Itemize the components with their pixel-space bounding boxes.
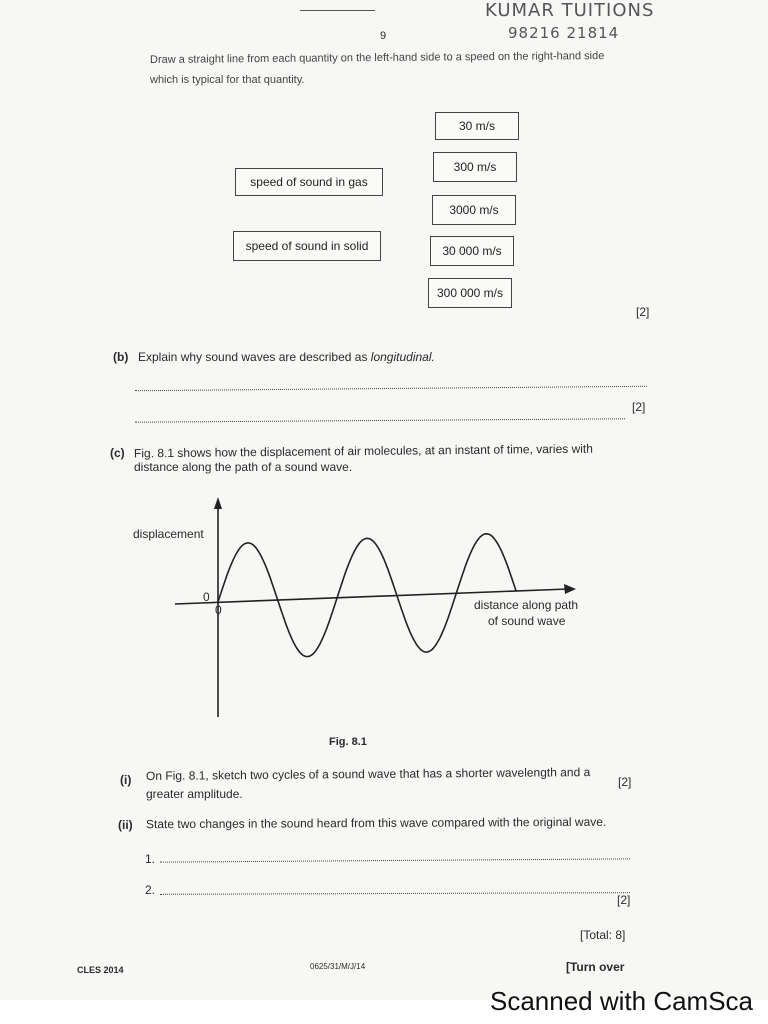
right-item-300000: 300 000 m/s — [428, 278, 512, 308]
instruction-line-1: Draw a straight line from each quantity on the left-hand side to a speed on the right-hand side — [149, 50, 605, 66]
y-axis-label: displacement — [133, 527, 204, 541]
part-c-text-line-2: distance along the path of a sound wave. — [134, 460, 353, 474]
answer-line-b2[interactable] — [135, 418, 625, 422]
answer-line-b1[interactable] — [135, 386, 647, 391]
part-b-label: (b) — [113, 350, 129, 364]
answer-line-1-label: 1. — [145, 852, 156, 866]
footer-turn-over: [Turn over — [566, 960, 625, 974]
left-item-solid: speed of sound in solid — [233, 231, 381, 261]
sub-ii-label: (ii) — [118, 818, 133, 832]
sub-ii-text: State two changes in the sound heard from this wave compared with the original wave. — [145, 814, 607, 832]
footer-left: CLES 2014 — [77, 965, 124, 975]
y-axis-arrow — [214, 497, 222, 509]
part-b-question-text: Explain why sound waves are described as — [138, 350, 371, 364]
x-axis-label-line-2: of sound wave — [488, 614, 566, 628]
stamp-phone: 98216 21814 — [508, 24, 620, 42]
part-b-question-emph: longitudinal. — [370, 350, 435, 364]
x-axis-arrow — [564, 584, 576, 594]
figure-caption: Fig. 8.1 — [329, 736, 367, 748]
total-marks: [Total: 8] — [580, 928, 626, 942]
right-item-30000: 30 000 m/s — [430, 236, 514, 266]
scan-watermark: Scanned with CamSca — [490, 986, 754, 1016]
answer-line-ii-1[interactable] — [160, 858, 630, 862]
part-a-marks: [2] — [636, 305, 650, 319]
scan-watermark-band — [0, 986, 768, 1024]
sub-i-label: (i) — [120, 773, 132, 787]
instruction-line-2: which is typical for that quantity. — [150, 74, 305, 86]
part-b-marks: [2] — [632, 400, 646, 414]
sound-wave-curve — [218, 534, 516, 657]
x-axis-label-line-1: distance along path — [474, 598, 579, 612]
answer-line-ii-2[interactable] — [160, 892, 630, 895]
left-item-gas: speed of sound in gas — [235, 168, 383, 196]
right-item-300: 300 m/s — [433, 152, 517, 182]
right-item-3000: 3000 m/s — [432, 195, 516, 225]
page-number: 9 — [380, 30, 387, 42]
sub-i-text-line-1: On Fig. 8.1, sketch two cycles of a sound wave that has a shorter wavelength and a — [145, 765, 591, 783]
sub-ii-marks: [2] — [617, 893, 631, 907]
right-item-30: 30 m/s — [435, 112, 519, 140]
header-rule — [300, 10, 375, 11]
answer-line-2-label: 2. — [145, 883, 156, 897]
origin-label-x: 0 — [215, 603, 222, 617]
sub-i-marks: [2] — [618, 775, 632, 789]
part-b-question — [138, 350, 435, 364]
stamp-name: KUMAR TUITIONS — [485, 0, 655, 21]
origin-label-y: 0 — [203, 590, 210, 604]
sub-i-text-line-2: greater amplitude. — [146, 787, 243, 801]
part-c-label: (c) — [110, 446, 125, 460]
part-c-text-line-1: Fig. 8.1 shows how the displacement of air molecules, at an instant of time, varies with — [133, 441, 593, 461]
footer-code: 0625/31/M/J/14 — [310, 962, 366, 971]
